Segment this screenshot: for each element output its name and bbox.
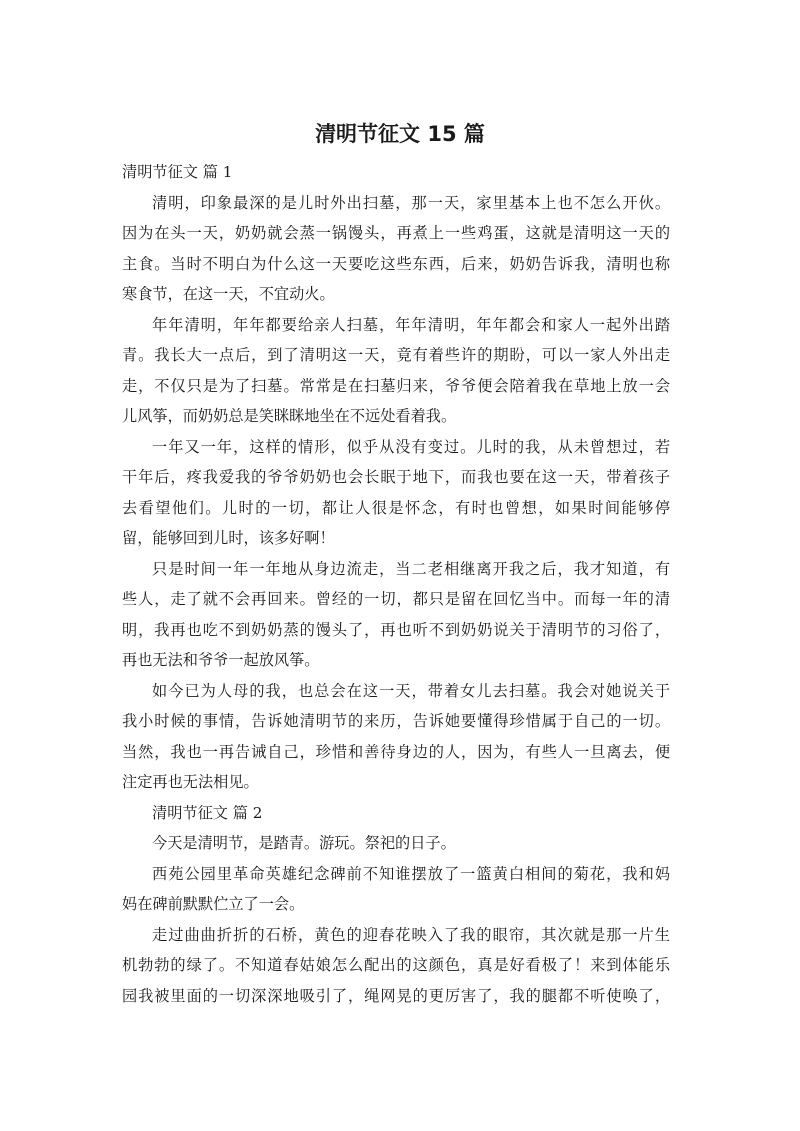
paragraph-line: 今天是清明节，是踏青。游玩。祭祀的日子。 — [152, 834, 456, 852]
paragraph-line: 西苑公园里革命英雄纪念碑前不知谁摆放了一篮黄白相间的菊花，我和妈 — [152, 864, 670, 883]
paragraph-line: 儿风筝，而奶奶总是笑眯眯地坐在不远处看着我。 — [122, 407, 457, 425]
paragraph-line: 一年又一年，这样的情形，似乎从没有变过。儿时的我，从未曾想过，若 — [152, 437, 670, 456]
paragraph-line: 走过曲曲折折的石桥，黄色的迎春花映入了我的眼帘，其次就是那一片生 — [152, 925, 670, 944]
paragraph-line: 因为在头一天，奶奶就会蒸一锅馒头，再煮上一些鸡蛋，这就是清明这一天的 — [122, 224, 670, 242]
paragraph-line: 我小时候的事情，告诉她清明节的来历，告诉她要懂得珍惜属于自己的一切。 — [122, 712, 670, 730]
paragraph-line: 再也无法和爷爷一起放风筝。 — [122, 651, 320, 669]
paragraph-line: 园我被里面的一切深深地吸引了，绳网晃的更厉害了，我的腿都不听使唤了， — [122, 986, 670, 1005]
paragraph-line: 走，不仅只是为了扫墓。常常是在扫墓归来，爷爷便会陪着我在草地上放一会 — [122, 376, 670, 395]
document-body — [122, 157, 670, 1011]
section-heading-1: 清明节征文 篇 1 — [122, 163, 233, 181]
paragraph-line: 如今已为人母的我，也总会在这一天，带着女儿去扫墓。我会对她说关于 — [152, 681, 670, 700]
paragraph-line: 只是时间一年一年地从身边流走，当二老相继离开我之后，我才知道，有 — [152, 559, 670, 578]
section-heading-2: 清明节征文 篇 2 — [152, 803, 263, 822]
paragraph-line: 寒食节，在这一天，不宜动火。 — [122, 285, 335, 303]
paragraph-line: 机勃勃的绿了。不知道春姑娘怎么配出的这颜色，真是好看极了！来到体能乐 — [122, 956, 670, 974]
paragraph-line: 青。我长大一点后，到了清明这一天，竟有着些许的期盼，可以一家人外出走 — [122, 346, 670, 364]
paragraph-line: 年年清明，年年都要给亲人扫墓，年年清明，年年都会和家人一起外出踏 — [152, 315, 670, 334]
paragraph-line: 明，我再也吃不到奶奶蒸的馒头了，再也听不到奶奶说关于清明节的习俗了， — [122, 620, 670, 639]
paragraph-line: 清明，印象最深的是儿时外出扫墓，那一天，家里基本上也不怎么开伙。 — [152, 193, 670, 212]
paragraph-line: 些人，走了就不会再回来。曾经的一切，都只是留在回忆当中。而每一年的清 — [122, 590, 670, 608]
document-title: 清明节征文 15 篇 — [315, 122, 485, 146]
paragraph-line: 注定再也无法相见。 — [122, 773, 259, 791]
paragraph-line: 去看望他们。儿时的一切，都让人很是怀念，有时也曾想，如果时间能够停 — [122, 498, 670, 517]
paragraph-line: 妈在碑前默默伫立了一会。 — [122, 895, 305, 913]
paragraph-line: 当然，我也一再告诫自己，珍惜和善待身边的人，因为，有些人一旦离去，便 — [122, 742, 670, 761]
paragraph-line: 主食。当时不明白为什么这一天要吃这些东西，后来，奶奶告诉我，清明也称 — [122, 254, 670, 273]
paragraph-line: 干年后，疼我爱我的爷爷奶奶也会长眠于地下，而我也要在这一天，带着孩子 — [122, 468, 670, 486]
paragraph-line: 留，能够回到儿时，该多好啊！ — [122, 529, 335, 547]
